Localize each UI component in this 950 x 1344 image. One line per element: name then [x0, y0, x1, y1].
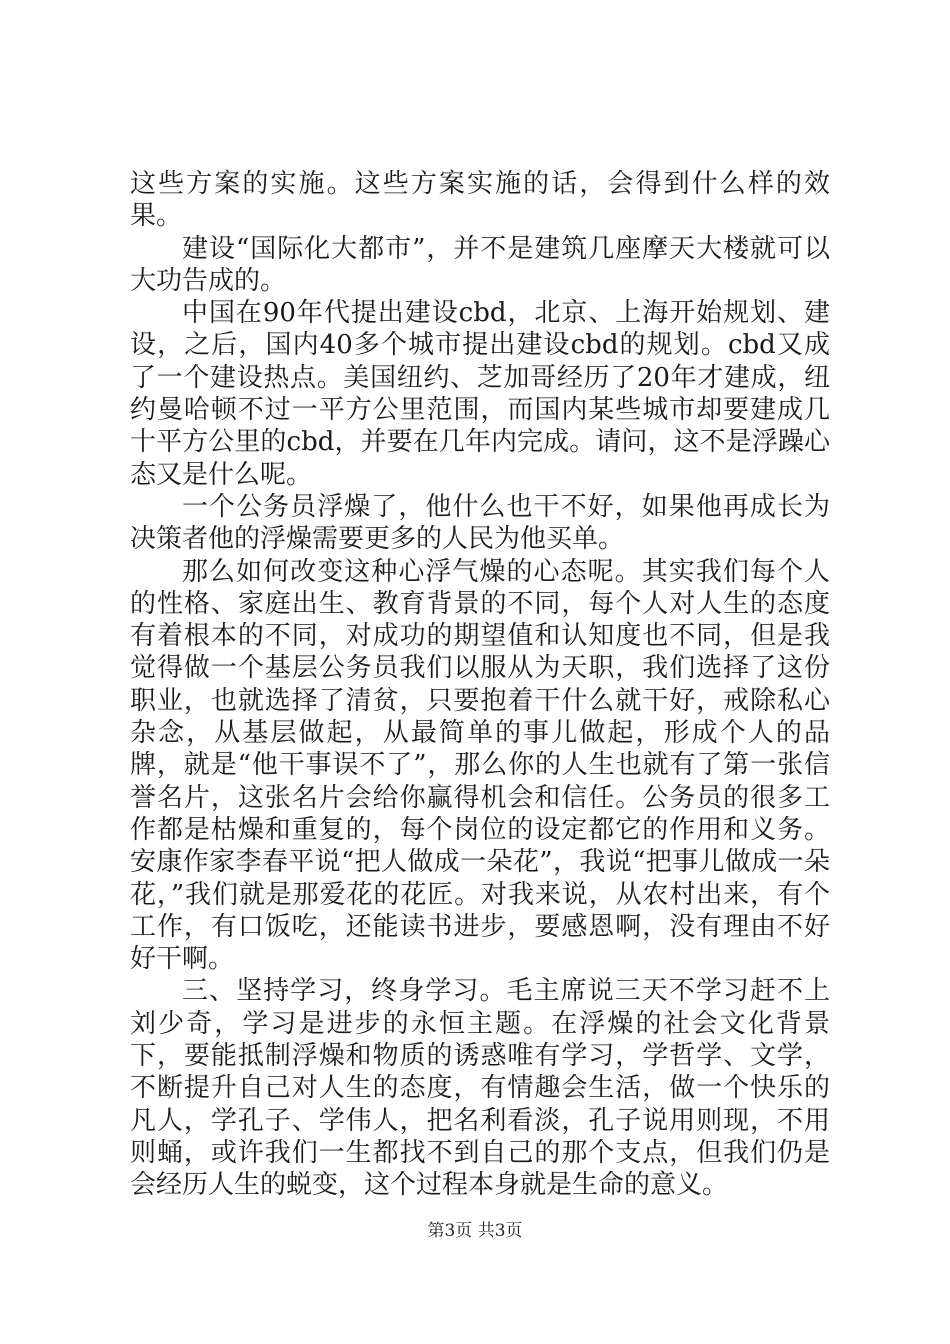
paragraph-continuation: 这些方案的实施。这些方案实施的话，会得到什么样的效果。 — [130, 169, 830, 232]
document-body — [130, 168, 830, 1202]
paragraph: 三、坚持学习，终身学习。毛主席说三天不学习赶不上刘少奇，学习是进步的永恒主题。在浮燥的社会文化背景下，要能抵制浮燥和物质的诱惑唯有学习，学哲学、文学，不断提升自己对人生的态度，有情趣会生活，做一个快乐的凡人，学孔子、学伟人，把名利看淡，孔子说用则现，不用则蛹，或许我们一生都找不到自己的那个支点，但我们仍是会经历人生的蜕变，这个过程本身就是生命的意义。 — [130, 976, 830, 1201]
paragraph: 中国在90年代提出建设cbd，北京、上海开始规划、建设，之后，国内40多个城市提出建设cbd的规划。cbd又成了一个建设热点。美国纽约、芝加哥经历了20年才建成，纽约曼哈顿不过一平方公里范围，而国内某些城市却要建成几十平方公里的cbd，并要在几年内完成。请问，这不是浮躁心态又是什么呢。 — [130, 298, 830, 490]
paragraph: 那么如何改变这种心浮气燥的心态呢。其实我们每个人的性格、家庭出生、教育背景的不同，每个人对人生的态度有着根本的不同，对成功的期望值和认知度也不同，但是我觉得做一个基层公务员我们以服从为天职，我们选择了这份职业，也就选择了清贫，只要抱着干什么就干好，戒除私心杂念，从基层做起，从最简单的事儿做起，形成个人的品牌，就是“他干事误不了”，那么你的人生也就有了第一张信誉名片，这张名片会给你赢得机会和信任。公务员的很多工作都是枯燥和重复的，每个岗位的设定都它的作用和义务。安康作家李春平说“把人做成一朵花”，我说“把事儿做成一朵花，”我们就是那爱花的花匠。对我来说，从农村出来，有个工作，有口饭吃，还能读书进步，要感恩啊，没有理由不好好干啊。 — [130, 556, 830, 975]
paragraph: 一个公务员浮燥了，他什么也干不好，如果他再成长为决策者他的浮燥需要更多的人民为他买单。 — [130, 491, 830, 555]
page-number-footer: 第3页 共3页 — [427, 1221, 523, 1241]
paragraph: 建设“国际化大都市”，并不是建筑几座摩天大楼就可以大功告成的。 — [130, 233, 830, 296]
